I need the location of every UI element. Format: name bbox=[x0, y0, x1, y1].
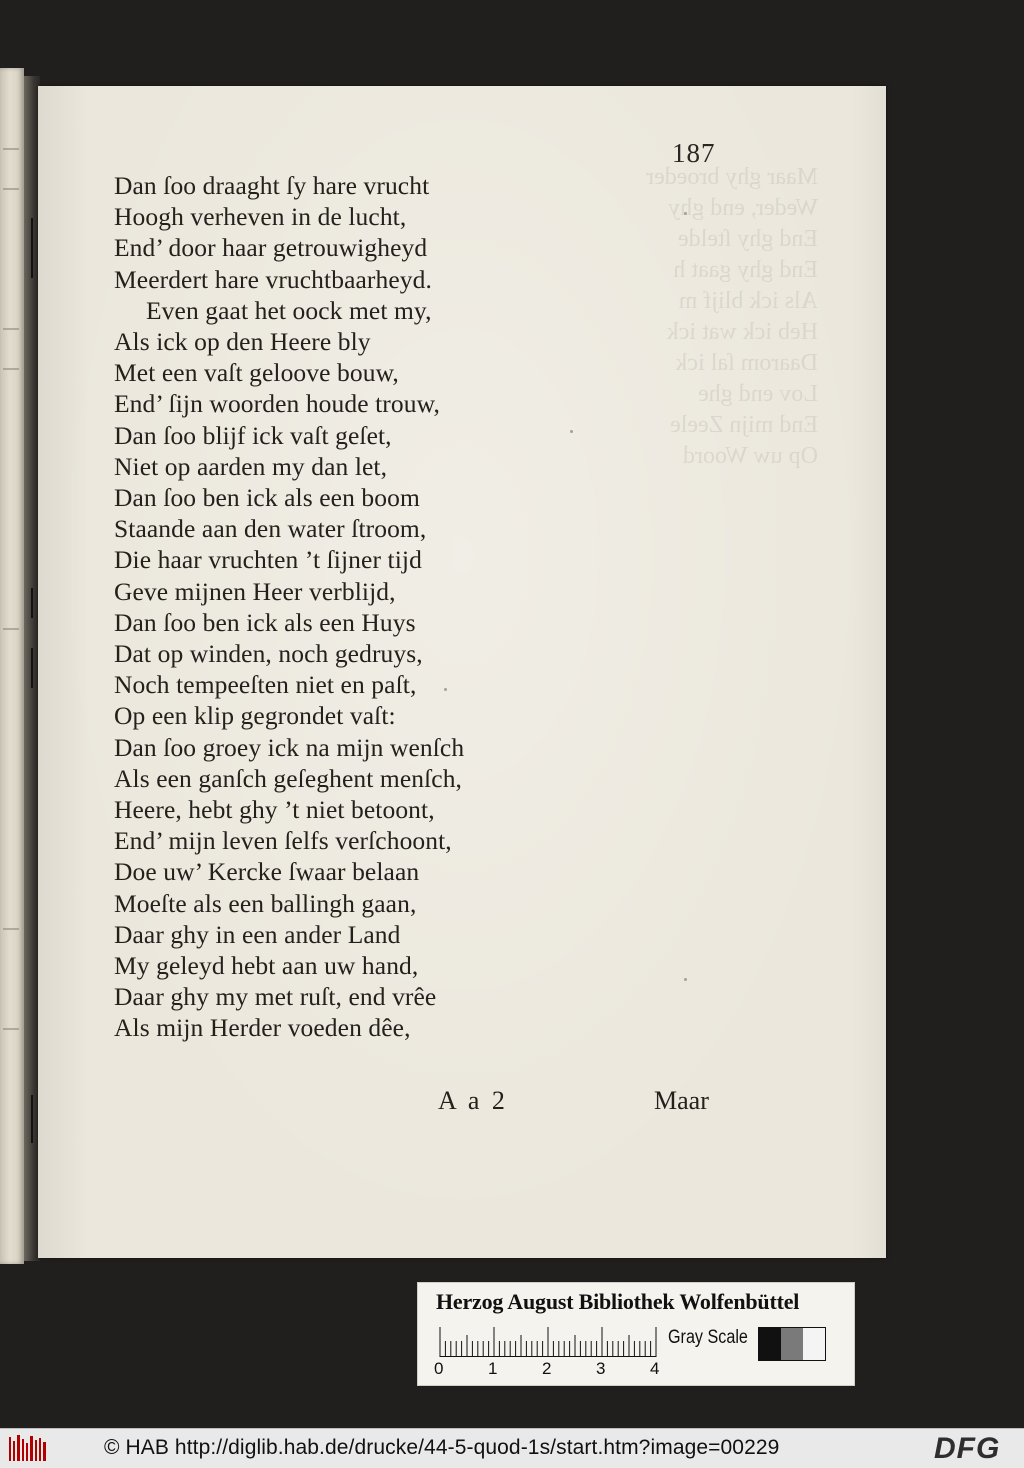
verse-line: Heere, hebt ghy ’t niet betoont, bbox=[114, 795, 435, 825]
verse-line: Hoogh verheven in de lucht, bbox=[114, 202, 407, 232]
verse-line: Doe uw’ Kercke ſwaar belaan bbox=[114, 857, 420, 887]
verse-line: Geve mijnen Heer verblijd, bbox=[114, 576, 396, 606]
verse-line: Als mijn Herder voeden dêe, bbox=[114, 1013, 411, 1043]
footer-bar bbox=[0, 1428, 1024, 1468]
spine-mark bbox=[31, 1095, 33, 1143]
spine-mark bbox=[31, 218, 33, 278]
verse-text bbox=[114, 170, 594, 1044]
paper-speck bbox=[684, 212, 687, 215]
verse-line: Die haar vruchten ’t ſijner tijd bbox=[114, 545, 422, 575]
ruler-numbers bbox=[432, 1359, 672, 1379]
verse-line: Dan ſoo groey ick na mijn wenſch bbox=[114, 732, 465, 762]
verse-line: Als een ganſch geſeghent menſch, bbox=[114, 763, 463, 793]
verse-line: Meerdert hare vruchtbaarheyd. bbox=[114, 264, 432, 294]
ruler-number: 0 bbox=[434, 1359, 444, 1378]
verse-line: End’ ſijn woorden houde trouw, bbox=[114, 389, 440, 419]
library-color-card bbox=[417, 1282, 855, 1386]
dfg-logo: DFG bbox=[934, 1432, 1001, 1465]
verse-line: Moeſte als een ballingh gaan, bbox=[114, 888, 417, 918]
gray-swatch bbox=[803, 1328, 825, 1360]
verse-line: Dan ſoo blijf ick vaſt geſet, bbox=[114, 420, 392, 450]
verse-line: Als ick op den Heere bly bbox=[114, 327, 371, 357]
verse-line: Dat op winden, noch gedruys, bbox=[114, 639, 423, 669]
verse-line: Daar ghy my met ruſt, end vrêe bbox=[114, 982, 437, 1012]
verse-line: Even gaat het oock met my, bbox=[146, 295, 432, 325]
verse-line: Staande aan den water ſtroom, bbox=[114, 514, 427, 544]
ruler-scale bbox=[438, 1327, 660, 1357]
spine-mark bbox=[31, 648, 33, 688]
catchword: Maar bbox=[654, 1086, 709, 1115]
source-url-link[interactable]: © HAB http://diglib.hab.de/drucke/44-5-quod-1s/start.htm?image=00229 bbox=[104, 1436, 780, 1459]
card-title: Herzog August Bibliothek Wolfenbüttel bbox=[436, 1289, 800, 1314]
printer-signature: A a 2 bbox=[438, 1086, 508, 1115]
verse-line: Met een vaſt geloove bouw, bbox=[114, 358, 399, 388]
gray-scale-label: Gray Scale bbox=[668, 1327, 748, 1348]
spine-mark bbox=[31, 588, 33, 618]
gray-scale-swatches bbox=[758, 1327, 826, 1361]
verse-line: Niet op aarden my dan let, bbox=[114, 451, 388, 481]
barcode-logo-icon bbox=[8, 1435, 48, 1463]
paper-speck bbox=[444, 688, 447, 691]
verse-line: Daar ghy in een ander Land bbox=[114, 919, 401, 949]
gray-swatch bbox=[759, 1328, 781, 1360]
gray-swatch bbox=[781, 1328, 803, 1360]
facing-page-edge bbox=[0, 68, 24, 1264]
ruler-number: 3 bbox=[596, 1359, 606, 1378]
verse-line: Op een klip gegrondet vaſt: bbox=[114, 701, 396, 731]
page-number: 187 bbox=[672, 138, 716, 168]
show-through-text: Maar ghy broeder Weder, end ghy End ghy ſtelde End ghy gaat h Als ick blijf m Heb ick wat ick Daarom ſal ick Lov end ghe End mijn Zeele Op uw Woord bbox=[646, 164, 818, 469]
ruler-number: 4 bbox=[650, 1359, 660, 1378]
verse-line: Dan ſoo ben ick als een boom bbox=[114, 483, 420, 513]
verse-line: Dan ſoo ben ick als een Huys bbox=[114, 607, 416, 637]
verse-line: End’ mijn leven ſelfs verſchoont, bbox=[114, 826, 452, 856]
ruler-number: 2 bbox=[542, 1359, 552, 1378]
verse-line: Noch tempeeſten niet en paſt, bbox=[114, 670, 417, 700]
paper-speck bbox=[570, 430, 573, 433]
book-page bbox=[38, 86, 886, 1258]
ruler-number: 1 bbox=[488, 1359, 498, 1378]
verse-line: End’ door haar getrouwigheyd bbox=[114, 233, 428, 263]
paper-speck bbox=[684, 978, 687, 981]
verse-line: Dan ſoo draaght ſy hare vrucht bbox=[114, 171, 430, 200]
verse-line: My geleyd hebt aan uw hand, bbox=[114, 951, 419, 981]
